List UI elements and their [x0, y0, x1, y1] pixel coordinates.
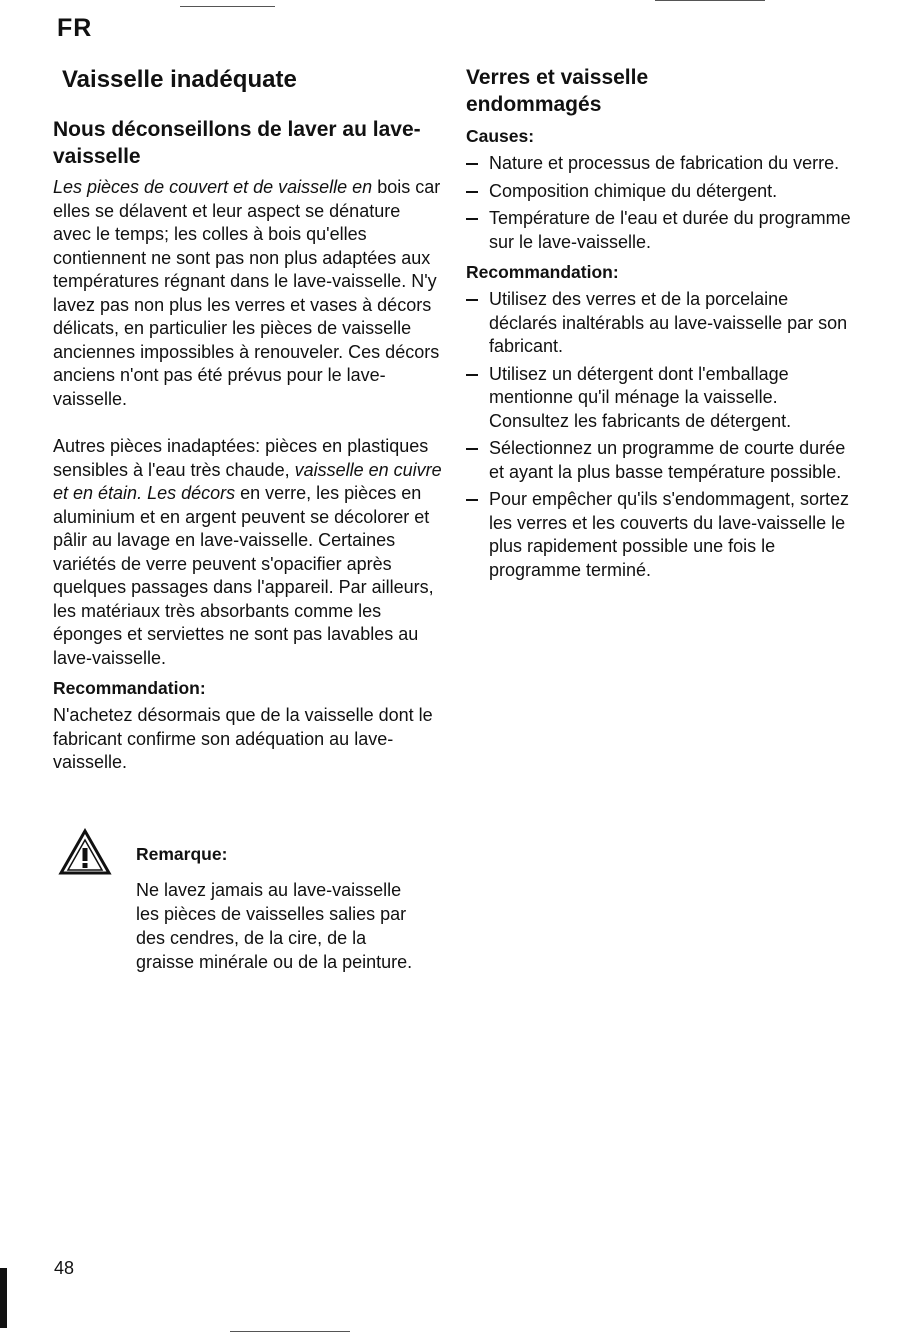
note-text: Ne lavez jamais au lave-vaisselle les pièces de vaisselles salies par des cendres, de la cire, de la graisse minérale ou de la peinture. — [136, 880, 413, 972]
top-rule-right — [655, 0, 765, 1]
paragraph-2-start: Autres pièces inadaptées: pièces en plastiques sensibles à l'eau très chaude, — [53, 436, 429, 480]
right-heading: Verres et vaisselle endommagés — [466, 66, 649, 116]
causes-label: Causes: — [466, 126, 535, 146]
causes-list — [466, 152, 856, 254]
section-title: Vaisselle inadéquate — [62, 66, 297, 93]
warning-triangle-icon — [58, 828, 112, 876]
top-rule-left — [180, 6, 275, 7]
paragraph-2-text: en verre, les pièces en aluminium et en argent peuvent se décolorer et pâlir au lavage en lave-vaisselle. Certaines variétés de verre peuvent s'opacifier après quelques passages dans l'appareil. Par ailleurs, les matériaux très absorbants comme les éponges et serviettes ne sont pas lavables au lave-vaisselle. — [53, 483, 434, 668]
right-recommendation-label: Recommandation: — [466, 262, 619, 282]
left-paragraph-1 — [53, 176, 443, 411]
edge-mark — [0, 1268, 7, 1328]
left-paragraph-2 — [53, 435, 443, 670]
left-recommendation-text: N'achetez désormais que de la vaisselle dont le fabricant confirme son adéquation au lave-vaisselle. — [53, 705, 433, 772]
list-item: Température de l'eau et durée du programme sur le lave-vaisselle. — [466, 207, 856, 254]
left-recommendation-label: Recommandation: — [53, 678, 206, 698]
right-column — [466, 64, 856, 588]
paragraph-1-text: bois car elles se délavent et leur aspect se dénature avec le temps; les colles à bois qu'elles contiennent ne sont pas non plus adaptées aux températures régnant dans le lave-vaisselle. N'y lavez pas non plus les verres et vases à décors délicats, en particulier les pièces de vaisselle anciennes impossibles à renouveler. Ces décors anciens n'ont pas été prévus pour le lave-vaisselle. — [53, 177, 441, 409]
list-item: Utilisez des verres et de la porcelaine déclarés inaltérabls au lave-vaisselle par son fabricant. — [466, 288, 856, 359]
language-code: FR — [57, 14, 93, 42]
page-number: 48 — [54, 1258, 75, 1278]
left-column — [53, 116, 443, 775]
list-item: Composition chimique du détergent. — [466, 180, 856, 204]
recommendations-list — [466, 288, 856, 582]
paragraph-1-italic: Les pièces de couvert et de vaisselle en — [53, 177, 373, 197]
list-item: Pour empêcher qu'ils s'endommagent, sortez les verres et les couverts du lave-vaisselle le plus rapidement possible une fois le programme terminé. — [466, 488, 856, 582]
bottom-rule — [230, 1331, 350, 1332]
list-item: Utilisez un détergent dont l'emballage mentionne qu'il ménage la vaisselle. Consultez les fabricants de détergent. — [466, 363, 856, 434]
list-item: Nature et processus de fabrication du verre. — [466, 152, 856, 176]
paragraph-2-italic: vaisselle en cuivre et en étain. Les décors — [53, 459, 442, 503]
note-label: Remarque: — [136, 844, 228, 864]
list-item: Sélectionnez un programme de courte durée et ayant la plus basse température possible. — [466, 437, 856, 484]
left-heading: Nous déconseillons de laver au lave-vaisselle — [53, 118, 421, 168]
